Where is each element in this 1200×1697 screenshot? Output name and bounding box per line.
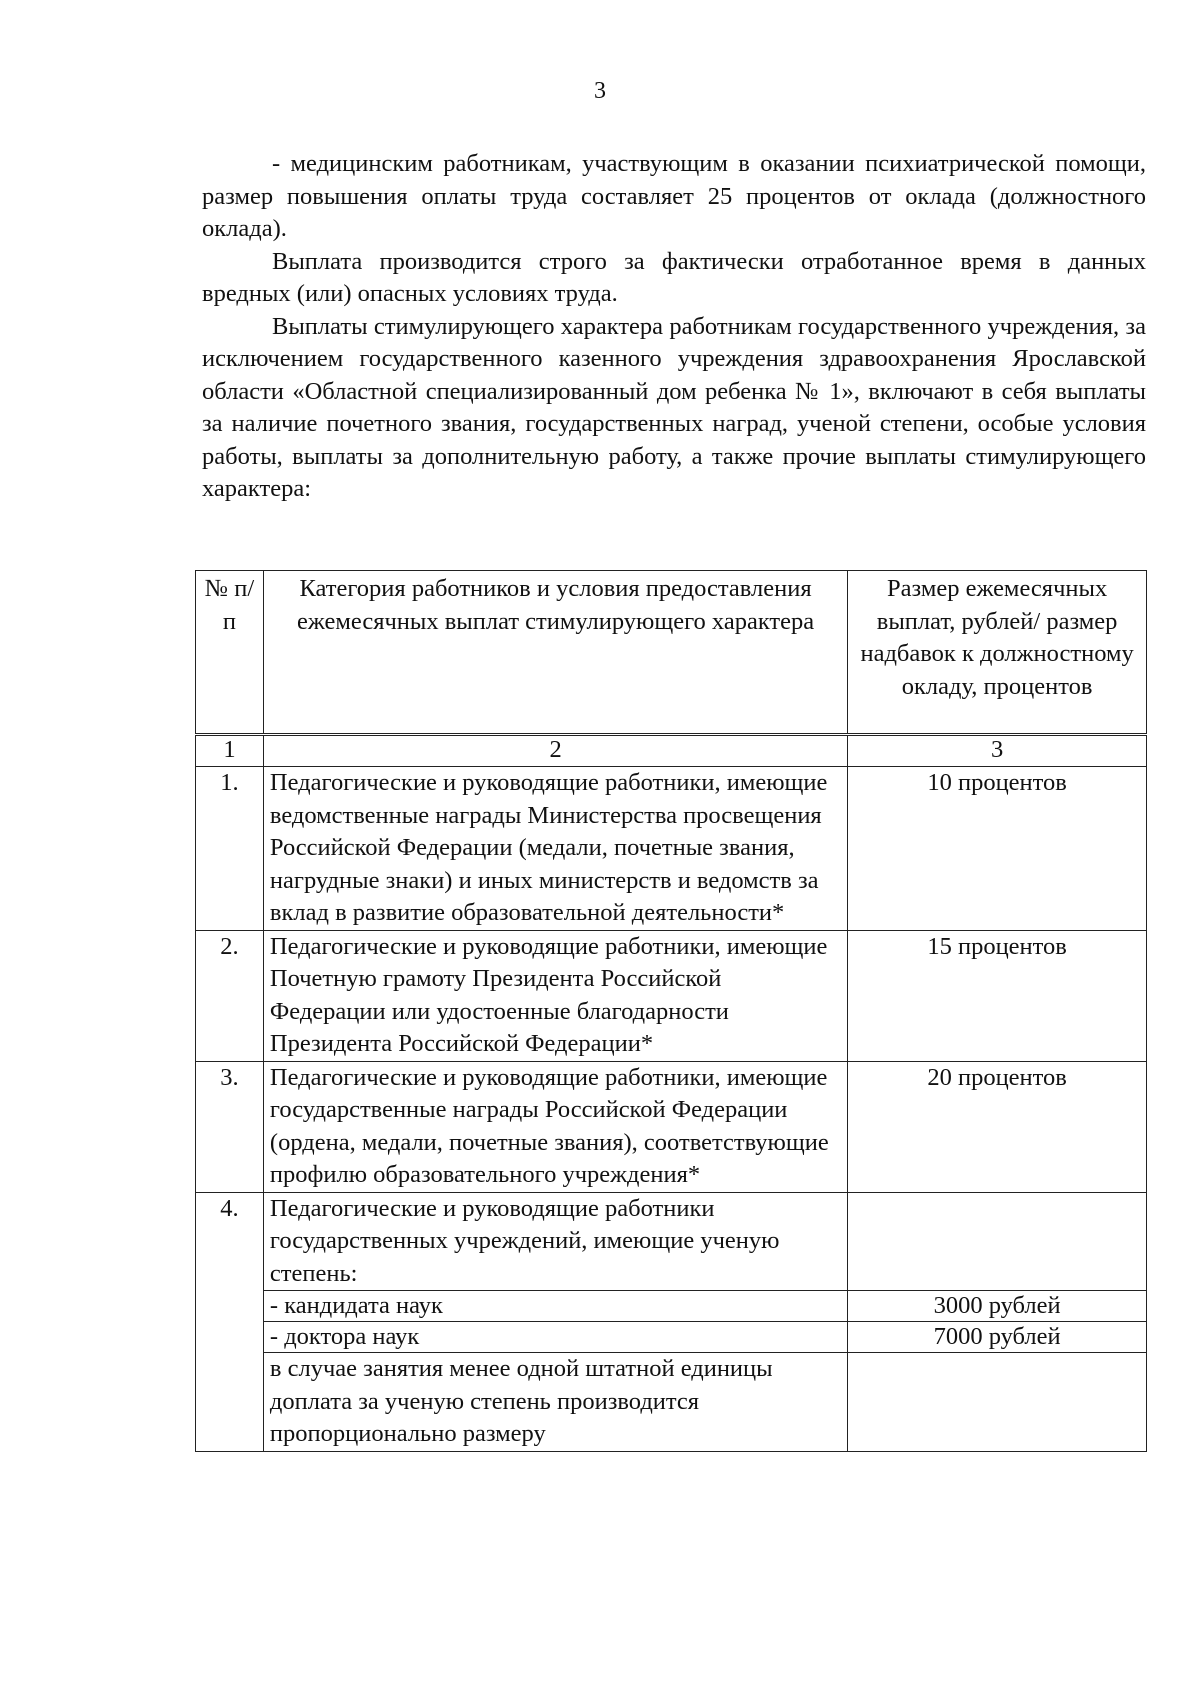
- subrow-category: - кандидата наук: [263, 1291, 847, 1322]
- column-number: 3: [848, 735, 1147, 767]
- body-text: [202, 148, 1146, 506]
- row-num: 1.: [196, 767, 264, 931]
- table-subrow: [196, 1322, 1147, 1353]
- row-size: 20 процентов: [848, 1061, 1147, 1192]
- subrow-category: - доктора наук: [263, 1322, 847, 1353]
- table-subrow: [196, 1353, 1147, 1452]
- table-row: [196, 930, 1147, 1061]
- paragraph-medical-workers: - медицинским работникам, участвующим в оказании психиатрической помощи, размер повышения оплаты труда составляет 25 процентов от оклада (должностного оклада).: [202, 150, 1146, 242]
- paragraph-payment-conditions: Выплата производится строго за фактически отработанное время в данных вредных (или) опасных условиях труда.: [202, 247, 1146, 307]
- subrow-size: 7000 рублей: [848, 1322, 1147, 1353]
- table-row: [196, 767, 1147, 931]
- stimulating-payments-table: [195, 570, 1147, 1452]
- header-size: Размер ежемесячных выплат, рублей/ размер надбавок к должностному окладу, процентов: [848, 571, 1147, 735]
- table-subrow: [196, 1291, 1147, 1322]
- row-size: 10 процентов: [848, 767, 1147, 931]
- column-number: 1: [196, 735, 264, 767]
- row-category: Педагогические и руководящие работники, имеющие ведомственные награды Министерства просвещения Российской Федерации (медали, почетные звания, нагрудные знаки) и иных министерств и ведомств за вклад в развитие образовательной деятельности*: [263, 767, 847, 931]
- page-number: 3: [594, 78, 606, 104]
- row-num: 4.: [196, 1192, 264, 1451]
- row-category: Педагогические и руководящие работники государственных учреждений, имеющие ученую степень:: [263, 1192, 847, 1291]
- row-size: [848, 1192, 1147, 1291]
- subrow-size: 3000 рублей: [848, 1291, 1147, 1322]
- subrow-category: в случае занятия менее одной штатной единицы доплата за ученую степень производится пропорционально размеру: [263, 1353, 847, 1452]
- header-num: № п/п: [196, 571, 264, 735]
- paragraph-stimulating-payments: Выплаты стимулирующего характера работникам государственного учреждения, за исключением государственного казенного учреждения здравоохранения Ярославской области «Областной специализированный дом ребенка № 1», включают в себя выплаты за наличие почетного звания, государственных наград, ученой степени, особые условия работы, выплаты за дополнительную работу, а также прочие выплаты стимулирующего характера:: [202, 312, 1146, 502]
- header-category: Категория работников и условия предоставления ежемесячных выплат стимулирующего характера: [263, 571, 847, 735]
- row-size: 15 процентов: [848, 930, 1147, 1061]
- row-category: Педагогические и руководящие работники, имеющие Почетную грамоту Президента Российской Федерации или удостоенные благодарности Президента Российской Федерации*: [263, 930, 847, 1061]
- column-number: 2: [263, 735, 847, 767]
- subrow-size: [848, 1353, 1147, 1452]
- table-row: [196, 1061, 1147, 1192]
- column-numbers-row: [196, 735, 1147, 767]
- table-row: [196, 1192, 1147, 1291]
- row-num: 2.: [196, 930, 264, 1061]
- row-category: Педагогические и руководящие работники, имеющие государственные награды Российской Федерации (ордена, медали, почетные звания), соответствующие профилю образовательного учреждения*: [263, 1061, 847, 1192]
- table-header-row: [196, 571, 1147, 735]
- row-num: 3.: [196, 1061, 264, 1192]
